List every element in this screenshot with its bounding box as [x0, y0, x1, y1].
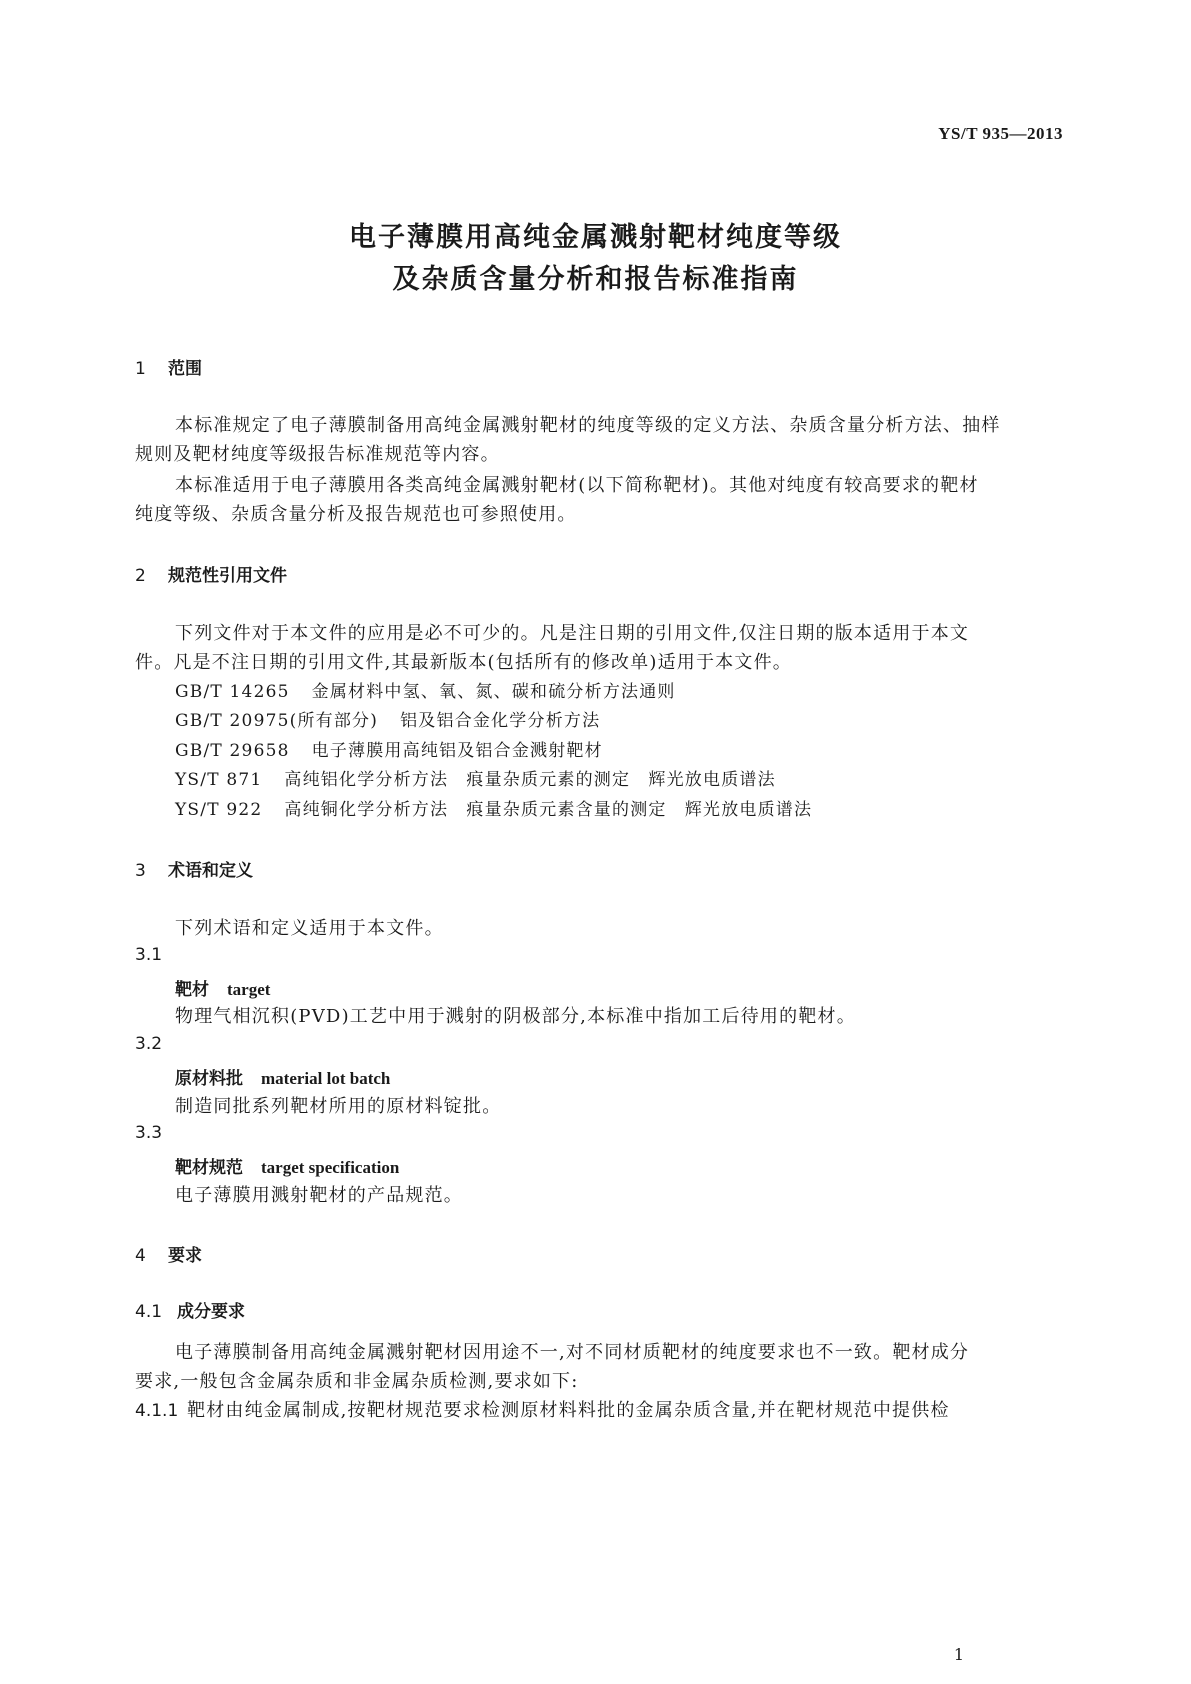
section-title: 规范性引用文件	[168, 566, 287, 586]
section-number: 2	[135, 566, 146, 586]
section-1-paragraph-1-cont: 规则及靶材纯度等级报告标准规范等内容。	[135, 444, 500, 465]
term-chinese: 靶材规范	[175, 1158, 243, 1178]
section-title: 范围	[168, 359, 202, 379]
section-3-intro: 下列术语和定义适用于本文件。	[175, 918, 444, 939]
term-number: 3.1	[135, 945, 163, 965]
clause-text: 靶材由纯金属制成,按靶材规范要求检测原材料料批的金属杂质含量,并在靶材规范中提供检	[187, 1400, 950, 1421]
section-title: 要求	[168, 1246, 202, 1266]
section-2-paragraph: 下列文件对于本文件的应用是必不可少的。凡是注日期的引用文件,仅注日期的版本适用于本文	[175, 623, 970, 644]
section-1-paragraph-2-cont: 纯度等级、杂质含量分析及报告规范也可参照使用。	[135, 504, 577, 525]
term-heading	[175, 975, 270, 1000]
section-1-paragraph-1: 本标准规定了电子薄膜制备用高纯金属溅射靶材的纯度等级的定义方法、杂质含量分析方法、抽样	[175, 415, 1001, 436]
section-4-paragraph-cont: 要求,一般包含金属杂质和非金属杂质检测,要求如下:	[135, 1371, 579, 1392]
reference-item	[175, 736, 603, 761]
section-4-heading	[135, 1241, 202, 1266]
reference-code: GB/T 29658	[175, 741, 290, 761]
term-heading	[175, 1064, 390, 1089]
section-1-heading	[135, 354, 202, 379]
reference-item	[175, 765, 776, 790]
section-1-paragraph-2: 本标准适用于电子薄膜用各类高纯金属溅射靶材(以下简称靶材)。其他对纯度有较高要求的靶材	[175, 475, 979, 496]
section-number: 1	[135, 359, 146, 379]
subsection-number: 4.1	[135, 1302, 163, 1322]
term-chinese: 靶材	[175, 980, 209, 1000]
reference-item	[175, 706, 600, 731]
term-definition: 物理气相沉积(PVD)工艺中用于溅射的阴极部分,本标准中指加工后待用的靶材。	[175, 1006, 856, 1027]
reference-code: YS/T 871	[175, 770, 263, 790]
term-english: material lot batch	[261, 1069, 391, 1088]
reference-title: 电子薄膜用高纯铝及铝合金溅射靶材	[311, 741, 603, 761]
reference-title: 高纯铝化学分析方法 痕量杂质元素的测定 辉光放电质谱法	[284, 770, 776, 790]
reference-code: GB/T 20975(所有部分)	[175, 711, 379, 731]
section-4-paragraph: 电子薄膜制备用高纯金属溅射靶材因用途不一,对不同材质靶材的纯度要求也不一致。靶材成分	[175, 1342, 970, 1363]
term-english: target	[227, 980, 271, 999]
clause-number: 4.1.1	[135, 1401, 179, 1421]
term-definition: 电子薄膜用溅射靶材的产品规范。	[175, 1185, 463, 1206]
section-3-heading	[135, 856, 253, 881]
section-2-heading	[135, 561, 287, 586]
reference-title: 铝及铝合金化学分析方法	[400, 711, 601, 731]
reference-title: 金属材料中氢、氧、氮、碳和硫分析方法通则	[311, 682, 676, 702]
standard-code: YS/T 935—2013	[938, 124, 1063, 143]
reference-item	[175, 795, 812, 820]
term-heading	[175, 1153, 399, 1178]
section-title: 术语和定义	[168, 861, 253, 881]
term-number: 3.2	[135, 1034, 163, 1054]
section-number: 3	[135, 861, 146, 881]
reference-title: 高纯铜化学分析方法 痕量杂质元素含量的测定 辉光放电质谱法	[284, 800, 813, 820]
subsection-4-1-heading	[135, 1297, 245, 1322]
term-number: 3.3	[135, 1123, 163, 1143]
reference-item	[175, 677, 676, 702]
term-english: target specification	[261, 1158, 400, 1177]
document-title-line1: 电子薄膜用高纯金属溅射靶材纯度等级	[349, 222, 842, 253]
term-definition: 制造同批系列靶材所用的原材料锭批。	[175, 1096, 502, 1117]
term-chinese: 原材料批	[175, 1069, 243, 1089]
section-2-paragraph-cont: 件。凡是不注日期的引用文件,其最新版本(包括所有的修改单)适用于本文件。	[135, 652, 792, 673]
clause-4-1-1	[135, 1396, 950, 1422]
reference-code: YS/T 922	[175, 800, 263, 820]
subsection-title: 成分要求	[177, 1302, 245, 1322]
document-title-line2: 及杂质含量分析和报告标准指南	[392, 264, 799, 295]
page-number: 1	[953, 1645, 964, 1664]
section-number: 4	[135, 1246, 146, 1266]
reference-code: GB/T 14265	[175, 682, 290, 702]
